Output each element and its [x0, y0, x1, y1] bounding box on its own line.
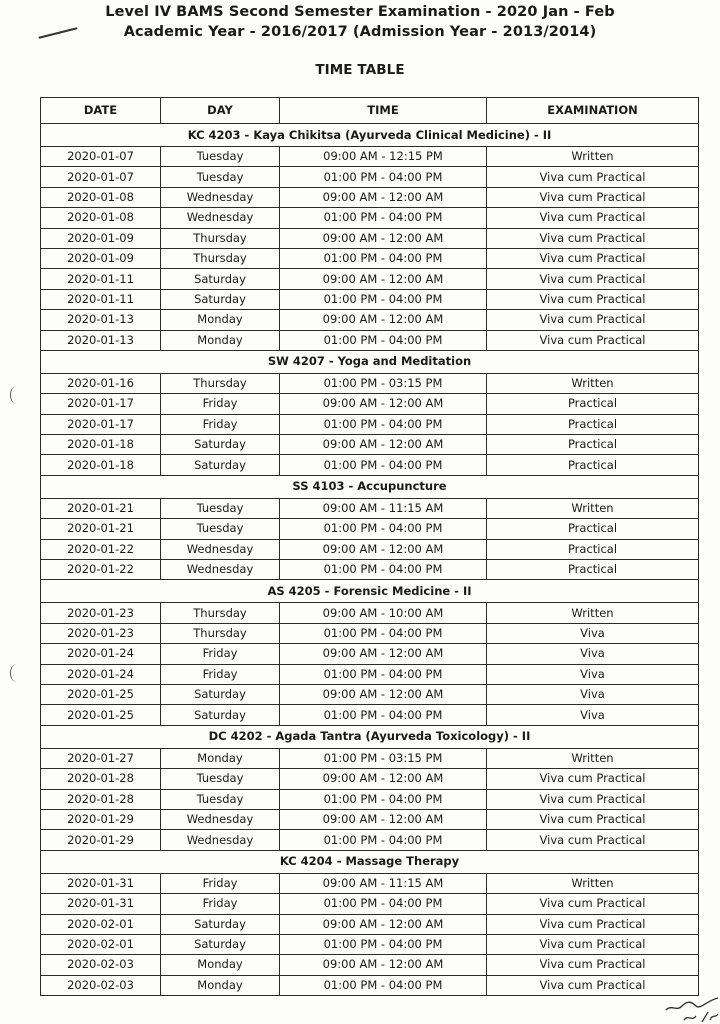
time-cell: 09:00 AM - 10:00 AM: [280, 603, 487, 623]
date-cell: 2020-01-17: [41, 394, 161, 414]
course-title: AS 4205 - Forensic Medicine - II: [41, 580, 699, 603]
time-cell: 01:00 PM - 03:15 PM: [280, 373, 487, 393]
examination-cell: Viva cum Practical: [487, 167, 699, 187]
table-row: [41, 894, 699, 914]
examination-cell: Written: [487, 498, 699, 518]
table-row: [41, 373, 699, 393]
day-cell: Wednesday: [161, 830, 280, 850]
examination-cell: Viva cum Practical: [487, 228, 699, 248]
day-cell: Monday: [161, 975, 280, 995]
date-cell: 2020-01-23: [41, 623, 161, 643]
date-cell: 2020-02-03: [41, 975, 161, 995]
examination-cell: Viva cum Practical: [487, 330, 699, 350]
examination-cell: Viva cum Practical: [487, 769, 699, 789]
day-cell: Monday: [161, 748, 280, 768]
time-cell: 09:00 AM - 12:00 AM: [280, 769, 487, 789]
examination-cell: Viva cum Practical: [487, 289, 699, 309]
date-cell: 2020-02-01: [41, 934, 161, 954]
day-cell: Tuesday: [161, 147, 280, 167]
day-cell: Tuesday: [161, 519, 280, 539]
examination-cell: Practical: [487, 455, 699, 475]
table-row: [41, 705, 699, 725]
examination-cell: Written: [487, 147, 699, 167]
date-cell: 2020-01-09: [41, 248, 161, 268]
table-row: [41, 603, 699, 623]
day-cell: Tuesday: [161, 789, 280, 809]
date-cell: 2020-01-29: [41, 809, 161, 829]
day-cell: Thursday: [161, 603, 280, 623]
day-cell: Saturday: [161, 435, 280, 455]
time-cell: 01:00 PM - 03:15 PM: [280, 748, 487, 768]
course-title: KC 4204 - Massage Therapy: [41, 850, 699, 873]
day-cell: Friday: [161, 414, 280, 434]
date-cell: 2020-01-13: [41, 310, 161, 330]
date-cell: 2020-01-11: [41, 289, 161, 309]
day-cell: Thursday: [161, 623, 280, 643]
date-cell: 2020-01-28: [41, 769, 161, 789]
day-cell: Wednesday: [161, 560, 280, 580]
day-cell: Thursday: [161, 373, 280, 393]
table-row: [41, 955, 699, 975]
examination-cell: Viva cum Practical: [487, 830, 699, 850]
time-cell: 01:00 PM - 04:00 PM: [280, 830, 487, 850]
examination-cell: Practical: [487, 414, 699, 434]
day-cell: Wednesday: [161, 187, 280, 207]
time-cell: 09:00 AM - 12:00 AM: [280, 539, 487, 559]
date-cell: 2020-01-31: [41, 873, 161, 893]
table-row: [41, 330, 699, 350]
course-title: KC 4203 - Kaya Chikitsa (Ayurveda Clinical Medicine) - II: [41, 124, 699, 147]
table-row: [41, 934, 699, 954]
time-cell: 09:00 AM - 12:00 AM: [280, 310, 487, 330]
examination-cell: Viva cum Practical: [487, 809, 699, 829]
academic-year-line: Academic Year - 2016/2017 (Admission Year - 2013/2014): [123, 24, 597, 40]
table-row: [41, 789, 699, 809]
date-cell: 2020-01-23: [41, 603, 161, 623]
examination-cell: Viva cum Practical: [487, 269, 699, 289]
day-cell: Monday: [161, 330, 280, 350]
day-cell: Saturday: [161, 934, 280, 954]
table-row: [41, 248, 699, 268]
examination-cell: Viva cum Practical: [487, 914, 699, 934]
examination-cell: Written: [487, 748, 699, 768]
time-cell: 01:00 PM - 04:00 PM: [280, 414, 487, 434]
timetable-body: [41, 124, 699, 996]
day-cell: Monday: [161, 310, 280, 330]
date-cell: 2020-02-01: [41, 914, 161, 934]
time-cell: 01:00 PM - 04:00 PM: [280, 208, 487, 228]
time-cell: 01:00 PM - 04:00 PM: [280, 894, 487, 914]
column-header-date: DATE: [41, 98, 161, 124]
date-cell: 2020-01-07: [41, 167, 161, 187]
course-section-row: [41, 350, 699, 373]
date-cell: 2020-01-18: [41, 455, 161, 475]
day-cell: Thursday: [161, 248, 280, 268]
date-cell: 2020-01-21: [41, 498, 161, 518]
day-cell: Saturday: [161, 289, 280, 309]
time-cell: 01:00 PM - 04:00 PM: [280, 289, 487, 309]
examination-cell: Practical: [487, 539, 699, 559]
date-cell: 2020-01-24: [41, 644, 161, 664]
table-row: [41, 208, 699, 228]
table-row: [41, 498, 699, 518]
time-cell: 09:00 AM - 11:15 AM: [280, 498, 487, 518]
examination-cell: Viva: [487, 705, 699, 725]
examination-cell: Viva cum Practical: [487, 789, 699, 809]
table-row: [41, 289, 699, 309]
date-cell: 2020-01-07: [41, 147, 161, 167]
examination-cell: Written: [487, 373, 699, 393]
table-row: [41, 269, 699, 289]
examination-cell: Viva: [487, 684, 699, 704]
time-cell: 09:00 AM - 12:00 AM: [280, 228, 487, 248]
signature-scribble: [664, 994, 720, 1024]
date-cell: 2020-01-25: [41, 684, 161, 704]
table-row: [41, 187, 699, 207]
day-cell: Wednesday: [161, 809, 280, 829]
day-cell: Friday: [161, 873, 280, 893]
time-cell: 01:00 PM - 04:00 PM: [280, 560, 487, 580]
column-header-examination: EXAMINATION: [487, 98, 699, 124]
examination-cell: Viva: [487, 664, 699, 684]
time-cell: 09:00 AM - 12:00 AM: [280, 955, 487, 975]
table-row: [41, 809, 699, 829]
examination-cell: Viva cum Practical: [487, 208, 699, 228]
course-title: SS 4103 - Accupuncture: [41, 475, 699, 498]
time-cell: 01:00 PM - 04:00 PM: [280, 664, 487, 684]
examination-cell: Viva cum Practical: [487, 248, 699, 268]
course-section-row: [41, 580, 699, 603]
table-row: [41, 394, 699, 414]
date-cell: 2020-01-25: [41, 705, 161, 725]
date-cell: 2020-01-13: [41, 330, 161, 350]
time-cell: 09:00 AM - 12:00 AM: [280, 269, 487, 289]
examination-cell: Written: [487, 603, 699, 623]
table-row: [41, 748, 699, 768]
time-cell: 09:00 AM - 12:00 AM: [280, 644, 487, 664]
time-cell: 01:00 PM - 04:00 PM: [280, 248, 487, 268]
course-title: SW 4207 - Yoga and Meditation: [41, 350, 699, 373]
table-row: [41, 560, 699, 580]
time-cell: 01:00 PM - 04:00 PM: [280, 519, 487, 539]
day-cell: Wednesday: [161, 539, 280, 559]
examination-cell: Practical: [487, 519, 699, 539]
time-cell: 01:00 PM - 04:00 PM: [280, 975, 487, 995]
day-cell: Friday: [161, 644, 280, 664]
examination-cell: Practical: [487, 560, 699, 580]
date-cell: 2020-02-03: [41, 955, 161, 975]
course-section-row: [41, 850, 699, 873]
time-cell: 01:00 PM - 04:00 PM: [280, 330, 487, 350]
day-cell: Saturday: [161, 269, 280, 289]
time-cell: 09:00 AM - 12:00 AM: [280, 914, 487, 934]
time-cell: 09:00 AM - 12:00 AM: [280, 187, 487, 207]
examination-cell: Practical: [487, 394, 699, 414]
examination-cell: Viva cum Practical: [487, 187, 699, 207]
day-cell: Saturday: [161, 914, 280, 934]
examination-cell: Viva cum Practical: [487, 934, 699, 954]
day-cell: Tuesday: [161, 769, 280, 789]
examination-cell: Written: [487, 873, 699, 893]
day-cell: Thursday: [161, 228, 280, 248]
table-row: [41, 228, 699, 248]
table-row: [41, 644, 699, 664]
date-cell: 2020-01-27: [41, 748, 161, 768]
time-cell: 01:00 PM - 04:00 PM: [280, 623, 487, 643]
date-cell: 2020-01-16: [41, 373, 161, 393]
column-header-day: DAY: [161, 98, 280, 124]
time-cell: 09:00 AM - 12:00 AM: [280, 394, 487, 414]
day-cell: Saturday: [161, 684, 280, 704]
time-cell: 09:00 AM - 12:15 PM: [280, 147, 487, 167]
punch-hole-mark: [10, 664, 23, 682]
table-row: [41, 769, 699, 789]
day-cell: Friday: [161, 664, 280, 684]
table-row: [41, 147, 699, 167]
time-cell: 09:00 AM - 11:15 AM: [280, 873, 487, 893]
course-section-row: [41, 725, 699, 748]
header-row: [41, 98, 699, 124]
course-section-row: [41, 124, 699, 147]
examination-cell: Viva cum Practical: [487, 310, 699, 330]
column-header-time: TIME: [280, 98, 487, 124]
examination-cell: Viva cum Practical: [487, 955, 699, 975]
examination-cell: Viva cum Practical: [487, 975, 699, 995]
examination-cell: Viva: [487, 623, 699, 643]
examination-cell: Viva cum Practical: [487, 894, 699, 914]
day-cell: Friday: [161, 394, 280, 414]
time-cell: 09:00 AM - 12:00 AM: [280, 809, 487, 829]
date-cell: 2020-01-28: [41, 789, 161, 809]
course-title: DC 4202 - Agada Tantra (Ayurveda Toxicology) - II: [41, 725, 699, 748]
table-row: [41, 914, 699, 934]
time-cell: 01:00 PM - 04:00 PM: [280, 167, 487, 187]
date-cell: 2020-01-31: [41, 894, 161, 914]
date-cell: 2020-01-11: [41, 269, 161, 289]
table-row: [41, 623, 699, 643]
table-row: [41, 873, 699, 893]
examination-cell: Practical: [487, 435, 699, 455]
date-cell: 2020-01-08: [41, 187, 161, 207]
time-cell: 09:00 AM - 12:00 AM: [280, 435, 487, 455]
day-cell: Tuesday: [161, 167, 280, 187]
day-cell: Saturday: [161, 455, 280, 475]
table-row: [41, 684, 699, 704]
day-cell: Friday: [161, 894, 280, 914]
timetable: [40, 97, 699, 996]
date-cell: 2020-01-08: [41, 208, 161, 228]
table-row: [41, 519, 699, 539]
table-row: [41, 975, 699, 995]
document-title: Level IV BAMS Second Semester Examination - 2020 Jan - Feb: [105, 4, 615, 20]
table-row: [41, 455, 699, 475]
time-cell: 01:00 PM - 04:00 PM: [280, 789, 487, 809]
date-cell: 2020-01-18: [41, 435, 161, 455]
time-cell: 01:00 PM - 04:00 PM: [280, 934, 487, 954]
table-row: [41, 539, 699, 559]
day-cell: Wednesday: [161, 208, 280, 228]
table-row: [41, 310, 699, 330]
time-cell: 01:00 PM - 04:00 PM: [280, 705, 487, 725]
table-row: [41, 435, 699, 455]
time-table-heading: TIME TABLE: [315, 62, 405, 78]
date-cell: 2020-01-09: [41, 228, 161, 248]
date-cell: 2020-01-21: [41, 519, 161, 539]
date-cell: 2020-01-17: [41, 414, 161, 434]
punch-hole-mark: [10, 386, 23, 404]
course-section-row: [41, 475, 699, 498]
time-cell: 09:00 AM - 12:00 AM: [280, 684, 487, 704]
date-cell: 2020-01-24: [41, 664, 161, 684]
day-cell: Saturday: [161, 705, 280, 725]
day-cell: Monday: [161, 955, 280, 975]
table-row: [41, 167, 699, 187]
date-cell: 2020-01-22: [41, 539, 161, 559]
table-row: [41, 414, 699, 434]
date-cell: 2020-01-22: [41, 560, 161, 580]
time-cell: 01:00 PM - 04:00 PM: [280, 455, 487, 475]
examination-cell: Viva: [487, 644, 699, 664]
day-cell: Tuesday: [161, 498, 280, 518]
date-cell: 2020-01-29: [41, 830, 161, 850]
table-row: [41, 664, 699, 684]
table-row: [41, 830, 699, 850]
